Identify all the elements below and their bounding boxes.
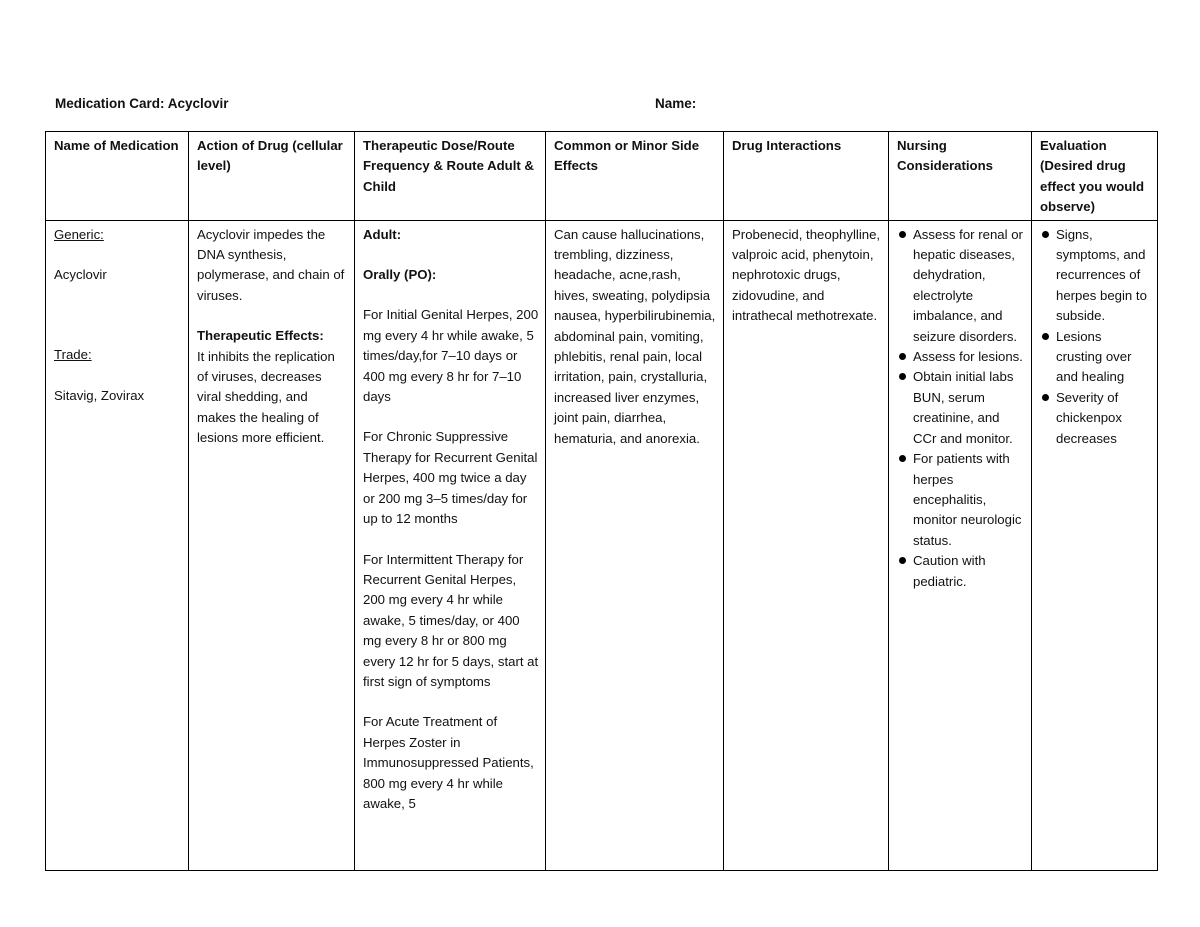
cell-nursing	[889, 220, 1032, 870]
side-effects-text: Can cause hallucinations, trembling, dizziness, headache, acne,rash, hives, sweating, polydipsia nausea, hyperbilirubinemia, abdominal pain, vomiting, phlebitis, renal pain, local irritation, pain, crystalluria, increased liver enzymes, joint pain, diarrhea, hematuria, and anorexia.	[554, 226, 716, 446]
column-header-nursing: Nursing Considerations	[889, 132, 1032, 221]
therapeutic-effects-label: Therapeutic Effects:	[197, 328, 324, 344]
list-item: Obtain initial labs BUN, serum creatinine, and CCr and monitor.	[897, 367, 1025, 449]
column-header-action: Action of Drug (cellular level)	[189, 132, 355, 221]
column-header-evaluation: Evaluation (Desired drug effect you would observe)	[1032, 132, 1158, 221]
trade-label: Trade:	[54, 347, 92, 363]
cell-interactions	[724, 220, 889, 870]
dose-regimen: For Intermittent Therapy for Recurrent Genital Herpes, 200 mg every 4 hr while awake, 5 times/day, or 400 mg every 8 hr or 800 mg every 12 hr for 5 days, start at first sign of symptoms	[363, 551, 539, 689]
list-item: Assess for lesions.	[897, 347, 1025, 367]
cell-side-effects	[546, 220, 724, 870]
nursing-list	[897, 225, 1025, 592]
dose-regimen: For Acute Treatment of Herpes Zoster in Immunosuppressed Patients, 800 mg every 4 hr while awake, 5	[363, 714, 534, 811]
list-item: Assess for renal or hepatic diseases, dehydration, electrolyte imbalance, and seizure disorders.	[897, 225, 1025, 347]
adult-label: Adult:	[363, 226, 402, 242]
list-item: Lesions crusting over and healing	[1040, 327, 1151, 388]
column-header-interactions: Drug Interactions	[724, 132, 889, 221]
list-item: Signs, symptoms, and recurrences of herpes begin to subside.	[1040, 225, 1151, 327]
list-item: For patients with herpes encephalitis, monitor neurologic status.	[897, 449, 1025, 551]
generic-label: Generic:	[54, 226, 104, 242]
route-label: Orally (PO):	[363, 267, 437, 283]
card-title: Medication Card: Acyclovir	[55, 96, 229, 111]
name-label: Name:	[655, 96, 697, 111]
list-item: Caution with pediatric.	[897, 551, 1025, 592]
cell-medication-name	[46, 220, 189, 870]
dose-regimen: For Initial Genital Herpes, 200 mg every 4 hr while awake, 5 times/day,for 7–10 days or 400 mg every 8 hr for 7–10 days	[363, 307, 539, 405]
column-header-dose: Therapeutic Dose/Route Frequency & Route Adult & Child	[355, 132, 546, 221]
action-description: Acyclovir impedes the DNA synthesis, polymerase, and chain of viruses.	[197, 226, 345, 303]
column-header-name: Name of Medication	[46, 132, 189, 221]
generic-name: Acyclovir	[54, 267, 107, 283]
cell-action	[189, 220, 355, 870]
cell-dose	[355, 220, 546, 870]
list-item: Severity of chickenpox decreases	[1040, 388, 1151, 449]
therapeutic-effects-text: It inhibits the replication of viruses, decreases viral shedding, and makes the healing of lesions more efficient.	[197, 348, 335, 446]
table-row	[46, 220, 1158, 870]
table-header-row	[46, 132, 1158, 221]
trade-names: Sitavig, Zovirax	[54, 387, 145, 403]
dose-regimen: For Chronic Suppressive Therapy for Recurrent Genital Herpes, 400 mg twice a day or 200 mg 3–5 times/day for up to 12 months	[363, 429, 538, 527]
column-header-side-effects: Common or Minor Side Effects	[546, 132, 724, 221]
medication-table	[45, 131, 1158, 871]
interactions-text: Probenecid, theophylline, valproic acid, phenytoin, nephrotoxic drugs, zidovudine, and intrathecal methotrexate.	[732, 226, 881, 324]
evaluation-list	[1040, 225, 1151, 449]
cell-evaluation	[1032, 220, 1158, 870]
